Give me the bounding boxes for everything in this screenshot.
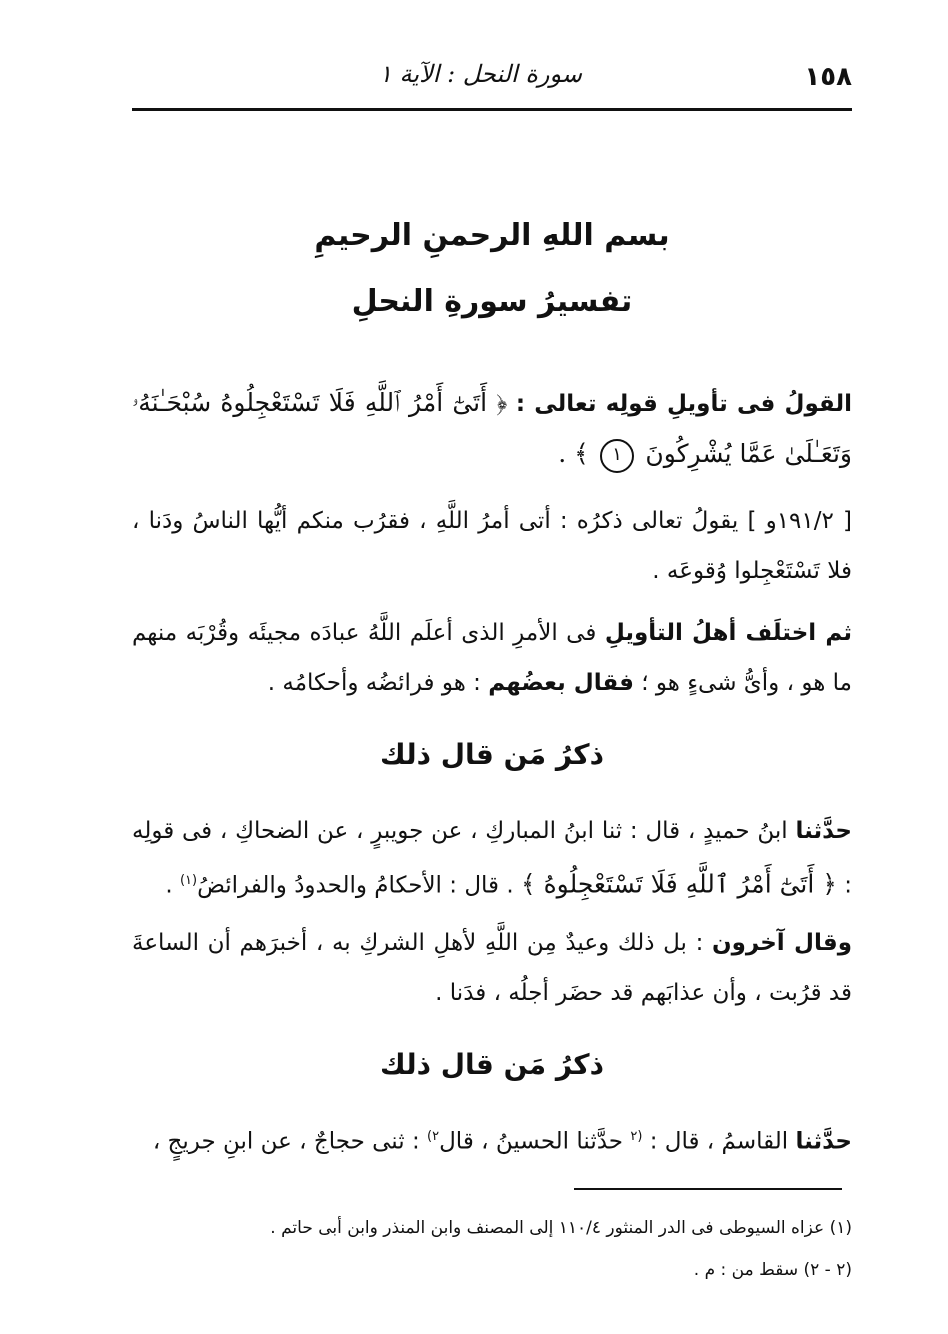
footnote-marker: (١) [179, 873, 198, 888]
paragraph-text-end: : ثنى حجاجٌ ، عن ابنِ جريجٍ ، [152, 1128, 420, 1155]
running-title: سورة النحل : الآية ١ [379, 60, 582, 88]
footnote-2: (٢ - ٢) سقط من : م . [693, 1260, 852, 1280]
paragraph-narration-1 [132, 806, 852, 911]
paragraph-narration-2 [132, 1112, 852, 1167]
footnote-rule [574, 1188, 842, 1190]
ayah-number-mark: ١ [600, 439, 634, 473]
paragraph-text-end: : هو فرائضُه وأحكامُه . [267, 670, 481, 696]
section-heading: ذكرُ مَن قال ذلك [380, 738, 604, 771]
manuscript-ref: [ ١٩١/٢و ] [747, 508, 852, 534]
page-number: ١٥٨ [804, 62, 852, 92]
footnote-1: (١) عزاه السيوطى فى الدر المنثور ١١٠/٤ إلى المصنف وابن المنذر وابن أبى حاتم . [270, 1218, 852, 1238]
section-heading: ذكرُ مَن قال ذلك [380, 1048, 604, 1081]
basmala-heading: بسم اللهِ الرحمنِ الرحيمِ [314, 218, 670, 253]
surah-title: تفسيرُ سورةِ النحلِ [351, 284, 633, 319]
paragraph-lead: حدَّثنا [795, 1128, 852, 1155]
paragraph-verse-1 [132, 378, 852, 480]
paragraph-commentary [132, 496, 852, 596]
quran-verse: ﴿ أَتَىٰٓ أَمْرُ ٱللَّهِ فَلَا تَسْتَعْجِلُوهُ سُبْحَـٰنَهُۥ وَتَعَـٰلَىٰ عَمَّا يُشْرِكُونَ [132, 388, 852, 468]
paragraph-others [132, 918, 852, 1018]
paragraph-text: حدَّثنا الحسينُ ، قال [439, 1128, 624, 1155]
paragraph-lead: وقال آخرون [712, 930, 852, 956]
paragraph-text: فى الأمرِ الذى أعلَم اللَّهُ عبادَه مجيئَه وقُرْبَه منهم ما هو ، وأىُّ شىءٍ هو ؛ [132, 620, 852, 696]
paragraph-disagreement [132, 608, 852, 708]
footnote-marker-open: (٢ [630, 1129, 643, 1144]
paragraph-lead: ثم اختلَف أهلُ التأويلِ [604, 620, 852, 646]
quran-verse-end: ﴾ . [558, 439, 589, 468]
footnote-marker-close: ٢) [427, 1129, 440, 1144]
paragraph-text: ابنُ حميدٍ ، قال : ثنا ابنُ المباركِ ، عن جويبرٍ ، عن الضحاكِ ، فى قولِه : [132, 818, 852, 899]
header-rule [132, 108, 852, 111]
paragraph-lead: حدَّثنا [795, 818, 852, 844]
paragraph-bold-phrase: فقال بعضُهم [488, 670, 634, 696]
paragraph-text: : بل ذلك وعيدٌ مِن اللَّهِ لأهلِ الشركِ به ، أخبرَهم أن الساعةَ قد قرُبت ، وأن عذابَهم قد حضَر أجلُه ، فدَنا . [132, 930, 852, 1006]
paragraph-lead: القولُ فى تأويلِ قولِه تعالى : [515, 391, 852, 417]
paragraph-text: يقولُ تعالى ذكرُه : أتى أمرُ اللَّهِ ، فقرُب منكم أيُّها الناسُ ودَنا ، فلا تَسْتَعْجِلوا وُقوعَه . [132, 508, 852, 584]
paragraph-dot: . [165, 872, 173, 899]
paragraph-text-end: . قال : الأحكامُ والحدودُ والفرائضُ [197, 872, 514, 899]
paragraph-text: القاسمُ ، قال : [649, 1128, 789, 1155]
quran-verse: ﴿ أَتَىٰٓ أَمْرُ ٱللَّهِ فَلَا تَسْتَعْجِلُوهُ ﴾ [520, 869, 837, 899]
running-header [132, 58, 852, 98]
